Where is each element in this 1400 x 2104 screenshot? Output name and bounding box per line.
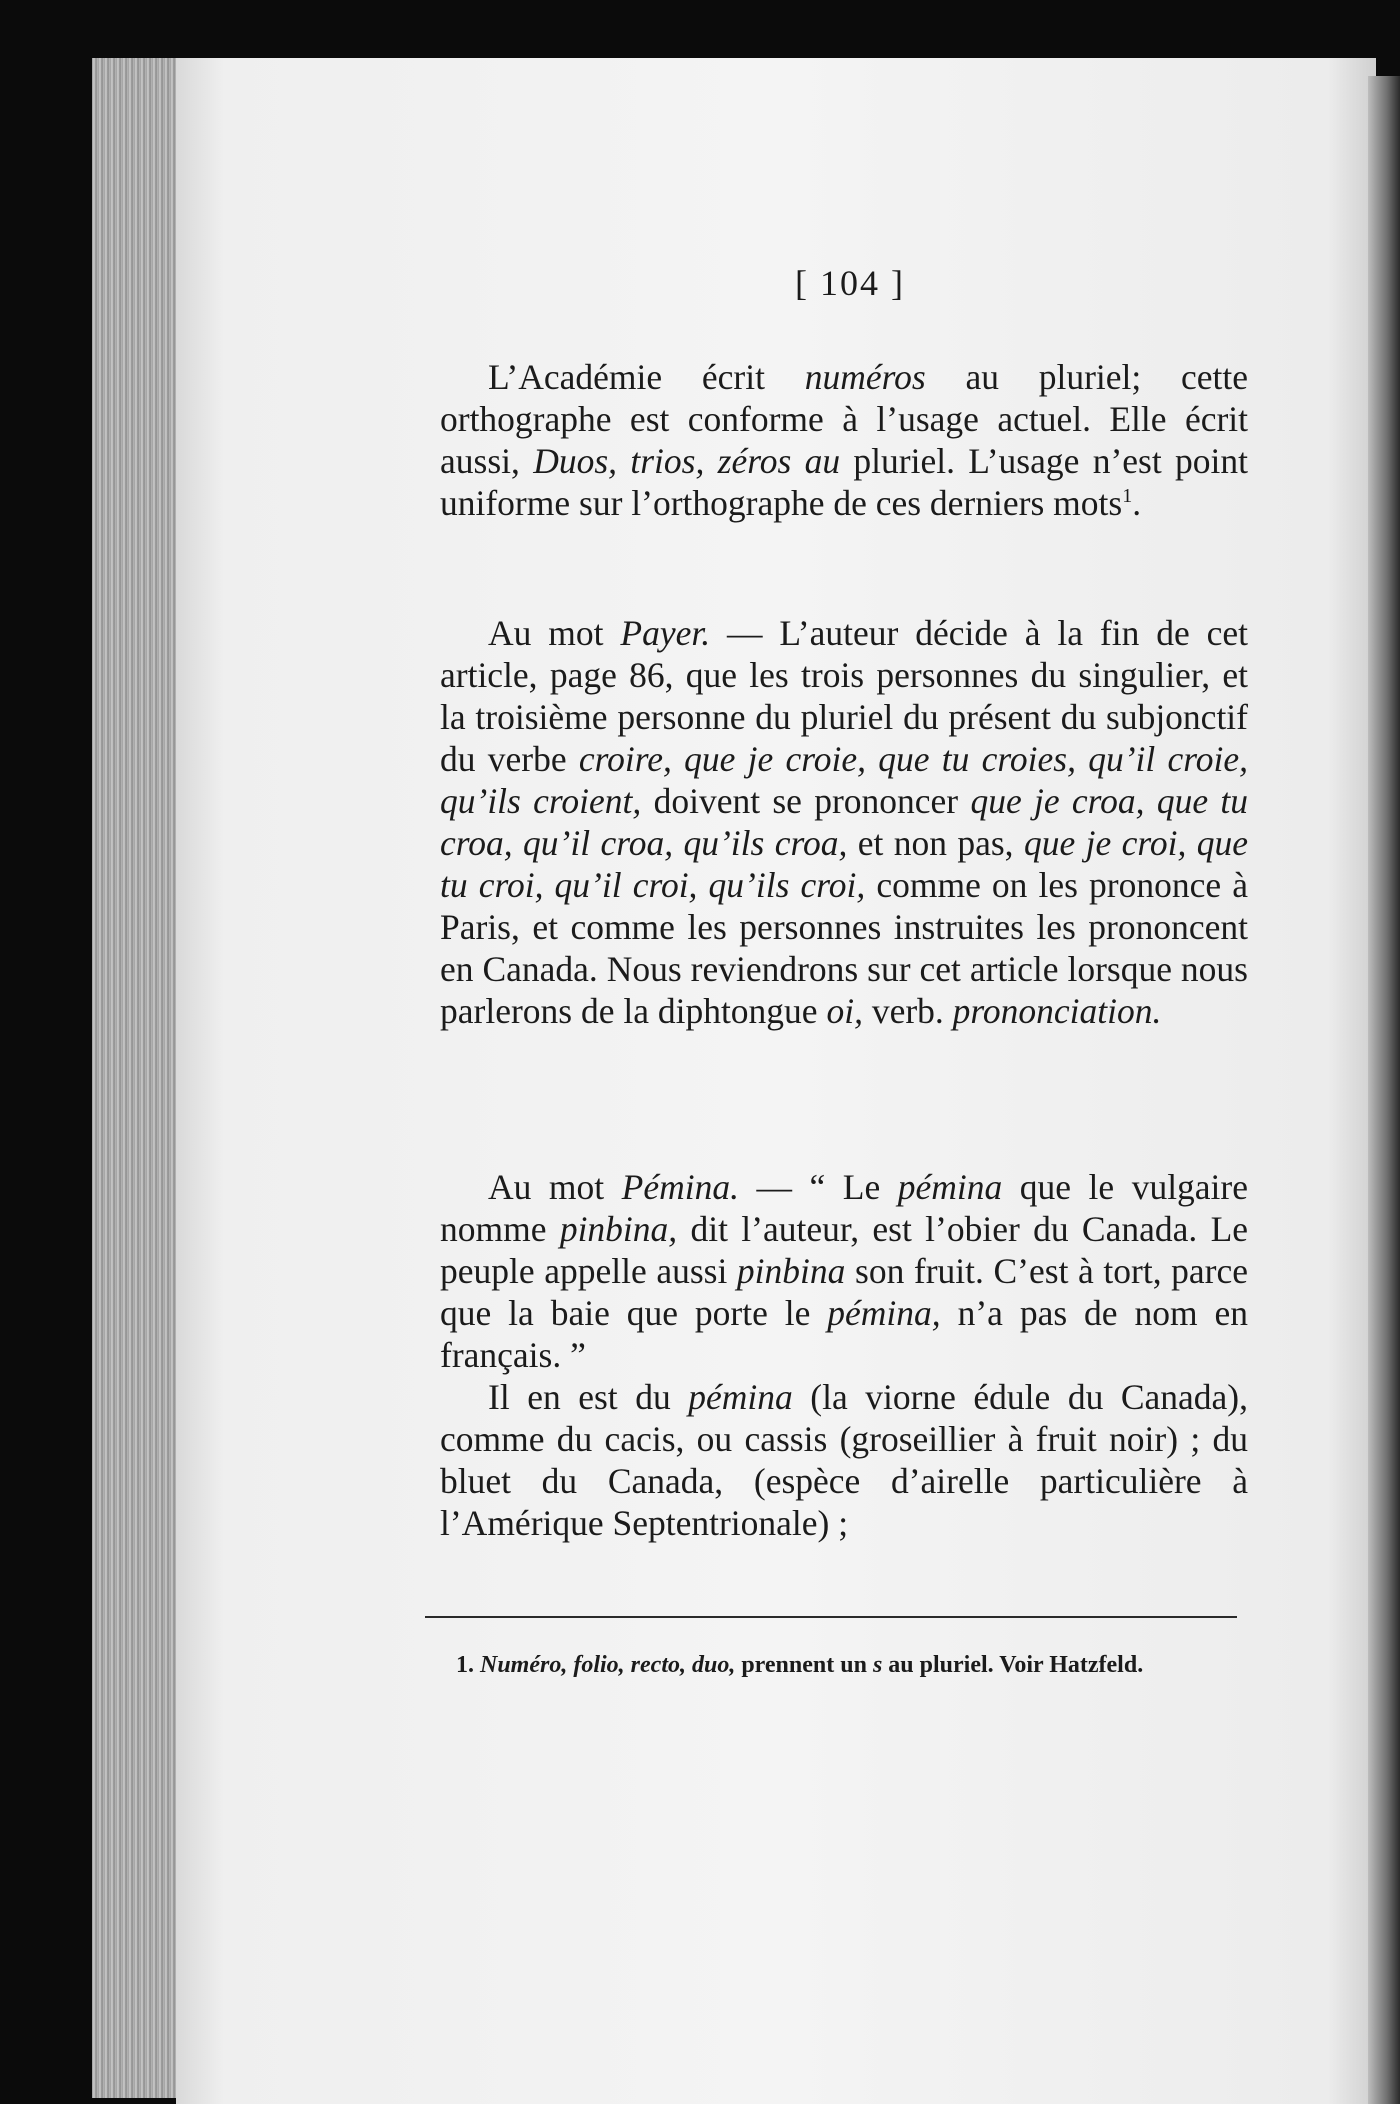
paragraph-text [440,1376,1248,1544]
italic-text: pinbina, [559,1209,678,1249]
italic-text: croire, que je croie, que tu croies, qu’il croie, qu’ils croient, [440,739,1248,821]
paragraph-2 [440,612,1248,1032]
italic-text: que je croi, que tu croi, qu’il croi, qu’ils croi, [440,823,1248,905]
italic-text: prononciation. [952,991,1162,1031]
text-run: . [1132,483,1142,523]
text-run: au pluriel. Voir Hatzfeld. [882,1652,1144,1678]
text-run: doivent se prononcer [641,781,971,821]
book-right-edge [1368,76,1400,2104]
text-run: — L’auteur décide à la fin de cet article, page 86, que les trois personnes du singulier, et la troisième personne du pluriel du présent du subjonctif du verbe [440,613,1248,779]
italic-text: Duos, trios, zéros au [533,441,841,481]
footnote-marker: 1 [1122,485,1133,508]
italic-text: numéros [804,357,926,397]
italic-text: Numéro, folio, recto, duo, [480,1652,736,1678]
text-run: Il en est du [488,1377,689,1417]
text-run: au pluriel; cette orthographe est conforme à l’usage actuel. Elle écrit aussi, [440,357,1248,481]
italic-text: pinbina [736,1251,846,1291]
text-run: — “ Le [738,1167,898,1207]
text-run: pluriel. L’usage n’est point uniforme sur l’orthographe de ces derniers mots [440,441,1248,523]
italic-text: Payer. [620,613,711,653]
italic-text: pémina, [827,1293,941,1333]
text-run: 1. [456,1652,480,1678]
text-run: (la viorne édule du Canada), comme du cacis, ou cassis (groseillier à fruit noir) ; du bluet du Canada, (espèce d’airelle particulière à l’Amérique Septentrionale) ; [440,1377,1248,1543]
italic-text: oi, [826,991,863,1031]
text-run: L’Académie écrit [488,357,805,397]
text-run: verb. [862,991,953,1031]
text-run: comme on les prononce à Paris, et comme les personnes instruites les prononcent en Canada. Nous reviendrons sur cet article lorsque nous parlerons de la diphtongue [440,865,1249,1031]
italic-text: s [872,1652,883,1678]
text-run: et non pas, [847,823,1024,863]
text-run: dit l’auteur, est l’obier du Canada. Le peuple appelle aussi [440,1209,1249,1291]
italic-text: pémina [897,1167,1003,1207]
paragraph-text [440,356,1248,524]
paragraph-4 [440,1376,1248,1544]
paragraph-text [440,612,1248,1032]
paragraph-3 [440,1166,1248,1376]
italic-text: pémina [688,1377,793,1417]
text-run: Au mot [488,1167,622,1207]
footnote-rule [425,1616,1237,1618]
text-run: Au mot [488,613,621,653]
footnote [420,1650,1240,1680]
italic-text: Pémina. [621,1167,739,1207]
text-run: prennent un [735,1652,873,1678]
paragraph-1 [440,356,1248,524]
italic-text: que je croa, que tu croa, qu’il croa, qu’ils croa, [440,781,1248,863]
text-run: que le vulgaire nomme [440,1167,1248,1249]
page-number: [ 104 ] [795,263,905,303]
paragraph-text [440,1166,1248,1376]
text-run: n’a pas de nom en français. ” [440,1293,1248,1375]
text-run: son fruit. C’est à tort, parce que la baie que porte le [440,1251,1249,1333]
